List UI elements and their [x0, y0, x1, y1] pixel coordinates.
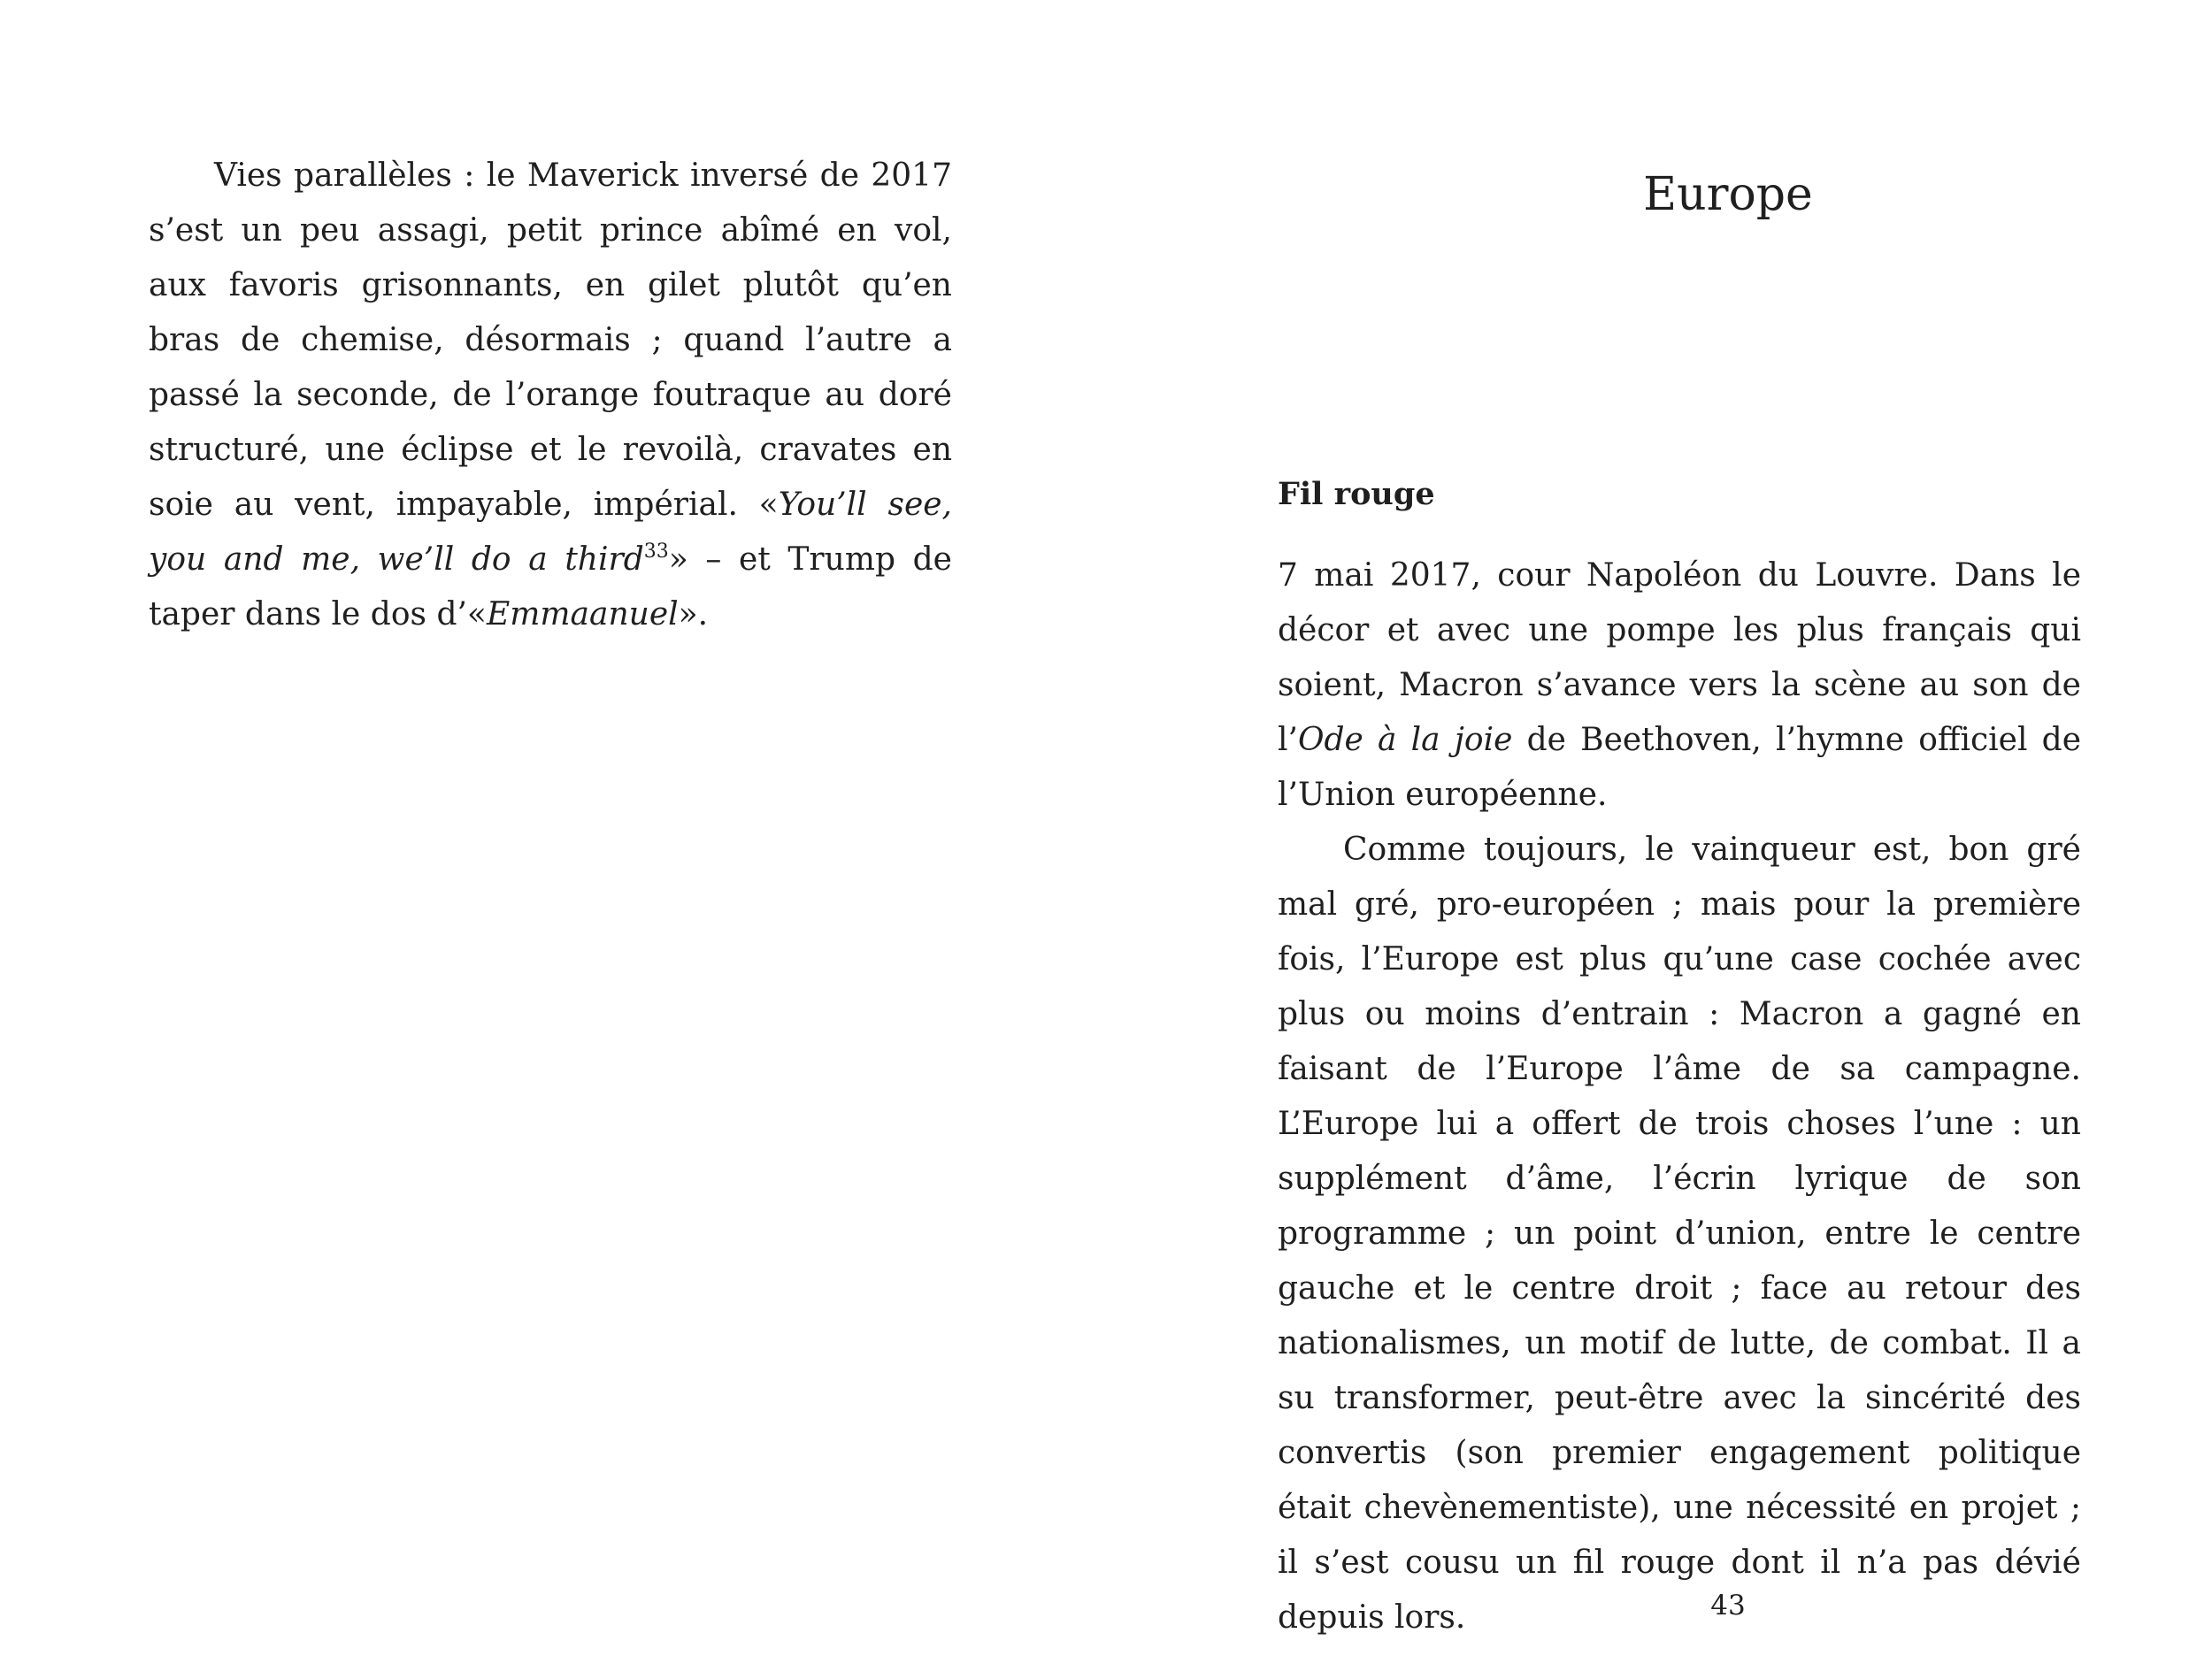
right-body-text: [1278, 548, 2081, 1645]
left-paragraph: [149, 149, 952, 642]
right-paragraph-1-part1: 7 mai 2017, cour Napoléon du Louvre. Dans le décor et avec une pompe les plus français qui soient, Macron s’avance vers la scène au son de l’: [1278, 557, 2081, 758]
page-number: 43: [1710, 1590, 1746, 1622]
chapter-title: Europe: [1643, 167, 1813, 221]
left-paragraph-part1: Vies parallèles : le Maverick inversé de 2017 s’est un peu assagi, petit prince abîmé en vol, aux favoris grisonnants, en gilet plutôt qu’en bras de chemise, désormais ; quand l’autre a passé la seconde, de l’orange foutraque au doré structuré, une éclipse et le revoilà, cravates en soie au vent, impayable, impérial. «: [149, 157, 952, 523]
ode-title-italic: Ode à la joie: [1297, 722, 1513, 758]
right-paragraph-1-part2: de Beethoven, l’hymne officiel de l’Union européenne.: [1278, 722, 2081, 813]
left-paragraph-part2: » – et Trump de taper dans le dos d’«: [149, 541, 952, 632]
left-paragraph-part3: ».: [678, 596, 709, 632]
left-body-text: [149, 149, 952, 642]
right-paragraph-1: [1278, 548, 2081, 823]
section-title: Fil rouge: [1278, 476, 1435, 513]
left-quote-italic: You’ll see, you and me, we’ll do a third: [149, 487, 952, 578]
left-name-italic: Emmaanuel: [486, 596, 679, 632]
footnote-marker: 33: [643, 540, 669, 563]
right-page: [1106, 0, 2212, 1679]
right-paragraph-2: Comme toujours, le vainqueur est, bon gré mal gré, pro-européen ; mais pour la première fois, l’Europe est plus qu’une case cochée avec plus ou moins d’entrain : Macron a gagné en faisant de l’Europe l’âme de sa campagne. L’Europe lui a offert de trois choses l’une : un supplément d’âme, l’écrin lyrique de son programme ; un point d’union, entre le centre gauche et le centre droit ; face au retour des nationalismes, un motif de lutte, de combat. Il a su transformer, peut-être avec la sincérité des convertis (son premier engagement politique était chevènementiste), une nécessité en projet ; il s’est cousu un fil rouge dont il n’a pas dévié depuis lors.: [1278, 832, 2081, 1636]
